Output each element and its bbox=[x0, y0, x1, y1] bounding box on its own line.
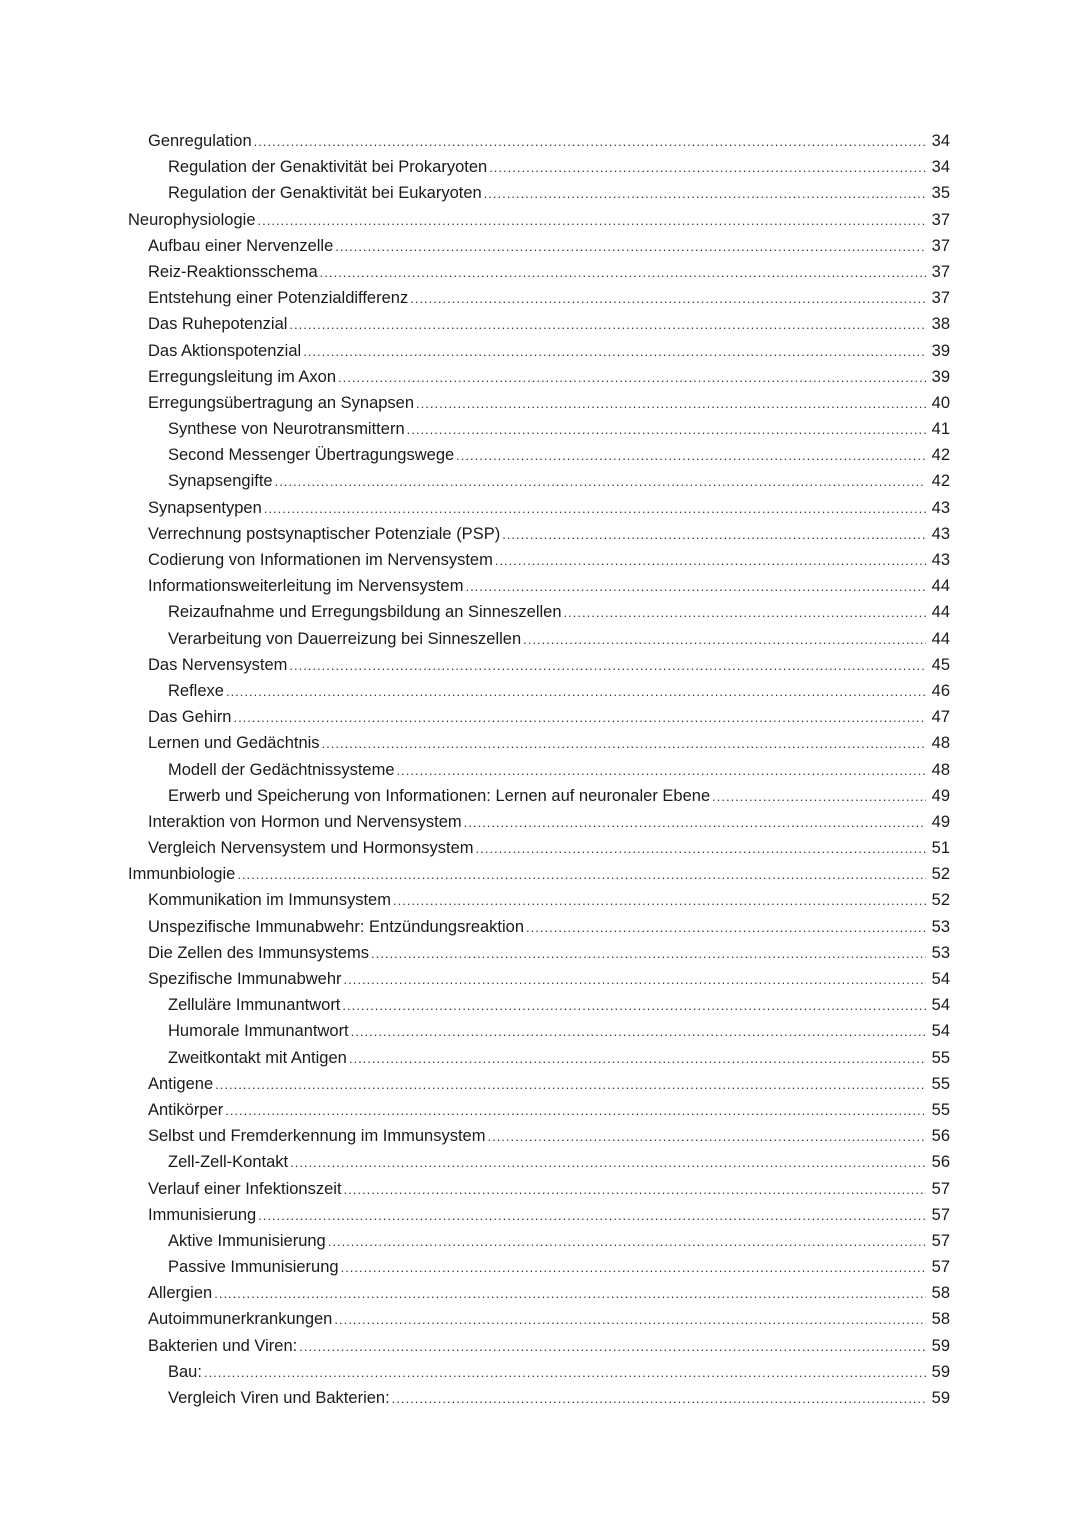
toc-dot-leader bbox=[392, 1386, 926, 1412]
toc-entry[interactable] bbox=[128, 1333, 950, 1359]
toc-entry-title: Regulation der Genaktivität bei Prokaryoten bbox=[168, 158, 488, 177]
toc-dot-leader bbox=[290, 1150, 926, 1176]
toc-entry-page-number: 57 bbox=[931, 1258, 950, 1277]
toc-entry[interactable] bbox=[128, 468, 950, 494]
toc-entry-page-number: 52 bbox=[931, 865, 950, 884]
toc-dot-leader bbox=[484, 181, 926, 207]
toc-entry-title: Erwerb und Speicherung von Informationen: Lernen auf neuronaler Ebene bbox=[168, 786, 711, 805]
toc-dot-leader bbox=[258, 1203, 926, 1229]
toc-entry-title: Das Ruhepotenzial bbox=[148, 315, 288, 334]
toc-entry[interactable] bbox=[128, 1202, 950, 1228]
toc-entry-title: Das Aktionspotenzial bbox=[148, 341, 302, 360]
toc-entry[interactable] bbox=[128, 1045, 950, 1071]
toc-entry-page-number: 37 bbox=[931, 210, 950, 229]
toc-entry-page-number: 37 bbox=[931, 262, 950, 281]
toc-dot-leader bbox=[464, 810, 926, 836]
toc-dot-leader bbox=[712, 784, 926, 810]
toc-entry-title: Verrechnung postsynaptischer Potenziale (PSP) bbox=[148, 524, 501, 543]
toc-entry-page-number: 37 bbox=[931, 236, 950, 255]
toc-entry-title: Vergleich Viren und Bakterien: bbox=[168, 1389, 390, 1407]
toc-entry[interactable] bbox=[128, 285, 950, 311]
toc-entry-title: Verarbeitung von Dauerreizung bei Sinneszellen bbox=[168, 629, 522, 648]
toc-dot-leader bbox=[489, 155, 926, 181]
toc-dot-leader bbox=[476, 836, 926, 862]
toc-entry[interactable] bbox=[128, 442, 950, 468]
toc-dot-leader bbox=[289, 312, 926, 338]
toc-entry[interactable] bbox=[128, 704, 950, 730]
toc-entry[interactable] bbox=[128, 626, 950, 652]
toc-entry[interactable] bbox=[128, 1018, 950, 1044]
toc-entry-title: Reiz-Reaktionsschema bbox=[148, 262, 318, 281]
toc-entry-page-number: 49 bbox=[931, 812, 950, 831]
toc-entry[interactable] bbox=[128, 887, 950, 913]
toc-entry-page-number: 53 bbox=[931, 917, 950, 936]
toc-entry-title: Erregungsübertragung an Synapsen bbox=[148, 393, 415, 412]
toc-entry-title: Vergleich Nervensystem und Hormonsystem bbox=[148, 839, 474, 858]
toc-entry-title: Das Gehirn bbox=[148, 708, 232, 727]
toc-entry[interactable] bbox=[128, 1176, 950, 1202]
toc-dot-leader bbox=[341, 1255, 926, 1281]
toc-dot-leader bbox=[342, 993, 926, 1019]
toc-entry[interactable] bbox=[128, 390, 950, 416]
toc-dot-leader bbox=[335, 234, 926, 260]
toc-entry-title: Immunbiologie bbox=[128, 865, 236, 884]
toc-entry-page-number: 35 bbox=[931, 184, 950, 203]
toc-entry-page-number: 54 bbox=[931, 996, 950, 1015]
toc-dot-leader bbox=[344, 1177, 926, 1203]
toc-entry-page-number: 58 bbox=[931, 1310, 950, 1329]
toc-dot-leader bbox=[303, 339, 926, 365]
toc-dot-leader bbox=[371, 941, 926, 967]
toc-entry-title: Die Zellen des Immunsystems bbox=[148, 943, 369, 962]
toc-entry[interactable] bbox=[128, 233, 950, 259]
toc-entry-page-number: 46 bbox=[931, 681, 950, 700]
toc-dot-leader bbox=[225, 1098, 926, 1124]
toc-entry[interactable] bbox=[128, 1149, 950, 1175]
toc-entry-title: Unspezifische Immunabwehr: Entzündungsreaktion bbox=[148, 917, 525, 936]
toc-entry[interactable] bbox=[128, 861, 950, 887]
toc-entry-title: Synthese von Neurotransmittern bbox=[168, 420, 405, 439]
toc-entry-page-number: 51 bbox=[931, 839, 950, 858]
toc-entry[interactable] bbox=[128, 416, 950, 442]
toc-dot-leader bbox=[338, 365, 926, 391]
toc-entry-page-number: 43 bbox=[931, 498, 950, 517]
toc-entry[interactable] bbox=[128, 730, 950, 756]
toc-dot-leader bbox=[258, 208, 927, 234]
toc-entry-page-number: 41 bbox=[931, 420, 950, 439]
toc-dot-leader bbox=[456, 443, 926, 469]
toc-dot-leader bbox=[564, 600, 926, 626]
toc-entry[interactable] bbox=[128, 495, 950, 521]
toc-entry[interactable] bbox=[128, 547, 950, 573]
toc-entry-title: Das Nervensystem bbox=[148, 655, 288, 674]
toc-dot-leader bbox=[275, 469, 926, 495]
toc-entry-title: Erregungsleitung im Axon bbox=[148, 367, 337, 386]
toc-entry-page-number: 57 bbox=[931, 1179, 950, 1198]
toc-entry-page-number: 55 bbox=[931, 1100, 950, 1119]
toc-dot-leader bbox=[523, 627, 926, 653]
toc-entry[interactable] bbox=[128, 259, 950, 285]
toc-entry-title: Antigene bbox=[148, 1074, 214, 1093]
toc-entry-title: Verlauf einer Infektionszeit bbox=[148, 1179, 342, 1198]
toc-dot-leader bbox=[320, 260, 926, 286]
toc-entry-page-number: 56 bbox=[931, 1153, 950, 1172]
toc-entry-page-number: 55 bbox=[931, 1048, 950, 1067]
toc-entry-page-number: 54 bbox=[931, 1022, 950, 1041]
toc-entry-title: Interaktion von Hormon und Nervensystem bbox=[148, 812, 462, 831]
toc-entry-page-number: 59 bbox=[931, 1336, 950, 1355]
toc-entry[interactable] bbox=[128, 783, 950, 809]
toc-entry[interactable] bbox=[128, 1306, 950, 1332]
toc-entry-page-number: 48 bbox=[931, 734, 950, 753]
toc-entry-page-number: 34 bbox=[931, 132, 950, 150]
toc-entry-title: Lernen und Gedächtnis bbox=[148, 734, 320, 753]
toc-entry-page-number: 39 bbox=[931, 367, 950, 386]
toc-dot-leader bbox=[328, 1229, 926, 1255]
toc-entry-page-number: 34 bbox=[931, 158, 950, 177]
toc-entry-page-number: 57 bbox=[931, 1231, 950, 1250]
toc-entry[interactable] bbox=[128, 1359, 950, 1385]
toc-entry[interactable] bbox=[128, 1280, 950, 1306]
toc-entry[interactable] bbox=[128, 1385, 950, 1411]
toc-entry[interactable] bbox=[128, 573, 950, 599]
toc-entry-title: Synapsentypen bbox=[148, 498, 262, 517]
toc-entry-title: Aktive Immunisierung bbox=[168, 1231, 326, 1250]
toc-entry[interactable] bbox=[128, 364, 950, 390]
toc-entry-page-number: 49 bbox=[931, 786, 950, 805]
toc-dot-leader bbox=[416, 391, 926, 417]
toc-entry-page-number: 43 bbox=[931, 524, 950, 543]
toc-entry-page-number: 40 bbox=[931, 393, 950, 412]
toc-entry-title: Passive Immunisierung bbox=[168, 1258, 339, 1277]
toc-entry-page-number: 38 bbox=[931, 315, 950, 334]
toc-entry-page-number: 58 bbox=[931, 1284, 950, 1303]
toc-entry-page-number: 44 bbox=[931, 577, 950, 596]
toc-entry-page-number: 42 bbox=[931, 472, 950, 491]
toc-entry[interactable] bbox=[128, 154, 950, 180]
toc-dot-leader bbox=[264, 496, 926, 522]
toc-entry-title: Immunisierung bbox=[148, 1205, 257, 1224]
toc-entry[interactable] bbox=[128, 652, 950, 678]
toc-entry[interactable] bbox=[128, 940, 950, 966]
toc-entry-title: Regulation der Genaktivität bei Eukaryoten bbox=[168, 184, 482, 203]
toc-entry-title: Reflexe bbox=[168, 681, 224, 700]
toc-dot-leader bbox=[299, 1334, 926, 1360]
toc-entry-page-number: 55 bbox=[931, 1074, 950, 1093]
toc-dot-leader bbox=[254, 129, 926, 155]
toc-entry[interactable] bbox=[128, 1071, 950, 1097]
table-of-contents bbox=[128, 128, 950, 1411]
toc-entry[interactable] bbox=[128, 966, 950, 992]
toc-entry-title: Antikörper bbox=[148, 1100, 224, 1119]
toc-entry[interactable] bbox=[128, 678, 950, 704]
toc-entry-title: Zweitkontakt mit Antigen bbox=[168, 1048, 347, 1067]
toc-dot-leader bbox=[322, 731, 926, 757]
toc-entry-page-number: 48 bbox=[931, 760, 950, 779]
toc-dot-leader bbox=[237, 862, 926, 888]
toc-dot-leader bbox=[502, 522, 926, 548]
toc-dot-leader bbox=[393, 888, 926, 914]
toc-entry[interactable] bbox=[128, 835, 950, 861]
toc-dot-leader bbox=[289, 653, 926, 679]
toc-dot-leader bbox=[334, 1307, 926, 1333]
toc-dot-leader bbox=[397, 758, 926, 784]
toc-dot-leader bbox=[487, 1124, 926, 1150]
toc-entry-page-number: 57 bbox=[931, 1205, 950, 1224]
toc-entry[interactable] bbox=[128, 521, 950, 547]
toc-entry-title: Codierung von Informationen im Nervensystem bbox=[148, 551, 493, 569]
toc-entry-title: Spezifische Immunabwehr bbox=[148, 970, 342, 988]
toc-entry-page-number: 43 bbox=[931, 551, 950, 569]
toc-entry-title: Informationsweiterleitung im Nervensystem bbox=[148, 577, 464, 596]
toc-entry-title: Humorale Immunantwort bbox=[168, 1022, 349, 1041]
toc-entry-page-number: 42 bbox=[931, 446, 950, 465]
toc-entry-title: Genregulation bbox=[148, 132, 252, 150]
toc-entry-page-number: 52 bbox=[931, 891, 950, 910]
toc-dot-leader bbox=[465, 574, 926, 600]
toc-entry-page-number: 37 bbox=[931, 289, 950, 308]
toc-entry-page-number: 44 bbox=[931, 629, 950, 648]
toc-entry-page-number: 54 bbox=[931, 970, 950, 988]
toc-dot-leader bbox=[204, 1360, 926, 1386]
toc-entry-title: Synapsengifte bbox=[168, 472, 273, 491]
toc-dot-leader bbox=[351, 1019, 926, 1045]
toc-dot-leader bbox=[226, 679, 926, 705]
toc-dot-leader bbox=[215, 1072, 926, 1098]
toc-entry-title: Aufbau einer Nervenzelle bbox=[148, 236, 334, 255]
toc-entry[interactable] bbox=[128, 128, 950, 154]
toc-entry[interactable] bbox=[128, 338, 950, 364]
toc-entry[interactable] bbox=[128, 180, 950, 206]
toc-dot-leader bbox=[410, 286, 926, 312]
toc-entry[interactable] bbox=[128, 1254, 950, 1280]
toc-entry-title: Second Messenger Übertragungswege bbox=[168, 446, 455, 465]
toc-entry-page-number: 56 bbox=[931, 1127, 950, 1146]
toc-dot-leader bbox=[526, 915, 926, 941]
toc-dot-leader bbox=[349, 1046, 926, 1072]
toc-entry[interactable] bbox=[128, 311, 950, 337]
toc-entry-title: Allergien bbox=[148, 1284, 213, 1303]
toc-entry-title: Kommunikation im Immunsystem bbox=[148, 891, 391, 910]
toc-dot-leader bbox=[495, 548, 926, 574]
toc-entry-page-number: 59 bbox=[931, 1362, 950, 1381]
toc-entry-page-number: 45 bbox=[931, 655, 950, 674]
toc-entry-page-number: 39 bbox=[931, 341, 950, 360]
toc-entry[interactable] bbox=[128, 1123, 950, 1149]
toc-dot-leader bbox=[233, 705, 926, 731]
toc-entry-title: Zell-Zell-Kontakt bbox=[168, 1153, 289, 1172]
toc-entry[interactable] bbox=[128, 1097, 950, 1123]
toc-entry-page-number: 47 bbox=[931, 708, 950, 727]
toc-entry-title: Autoimmunerkrankungen bbox=[148, 1310, 333, 1329]
toc-entry-page-number: 53 bbox=[931, 943, 950, 962]
toc-entry[interactable] bbox=[128, 1228, 950, 1254]
toc-entry[interactable] bbox=[128, 809, 950, 835]
toc-entry[interactable] bbox=[128, 757, 950, 783]
toc-entry[interactable] bbox=[128, 207, 950, 233]
toc-entry-title: Zelluläre Immunantwort bbox=[168, 996, 341, 1015]
toc-entry-title: Entstehung einer Potenzialdifferenz bbox=[148, 289, 409, 308]
toc-entry[interactable] bbox=[128, 914, 950, 940]
toc-entry-page-number: 59 bbox=[931, 1389, 950, 1407]
toc-entry-title: Modell der Gedächtnissysteme bbox=[168, 760, 395, 779]
toc-dot-leader bbox=[407, 417, 926, 443]
toc-dot-leader bbox=[344, 967, 926, 993]
toc-entry-page-number: 44 bbox=[931, 603, 950, 622]
toc-entry-title: Bakterien und Viren: bbox=[148, 1336, 298, 1355]
toc-entry-title: Selbst und Fremderkennung im Immunsystem bbox=[148, 1127, 486, 1146]
toc-entry[interactable] bbox=[128, 599, 950, 625]
toc-entry-title: Reizaufnahme und Erregungsbildung an Sinneszellen bbox=[168, 603, 562, 622]
toc-dot-leader bbox=[214, 1281, 926, 1307]
toc-entry[interactable] bbox=[128, 992, 950, 1018]
toc-entry-title: Bau: bbox=[168, 1362, 202, 1381]
toc-entry-title: Neurophysiologie bbox=[128, 210, 256, 229]
